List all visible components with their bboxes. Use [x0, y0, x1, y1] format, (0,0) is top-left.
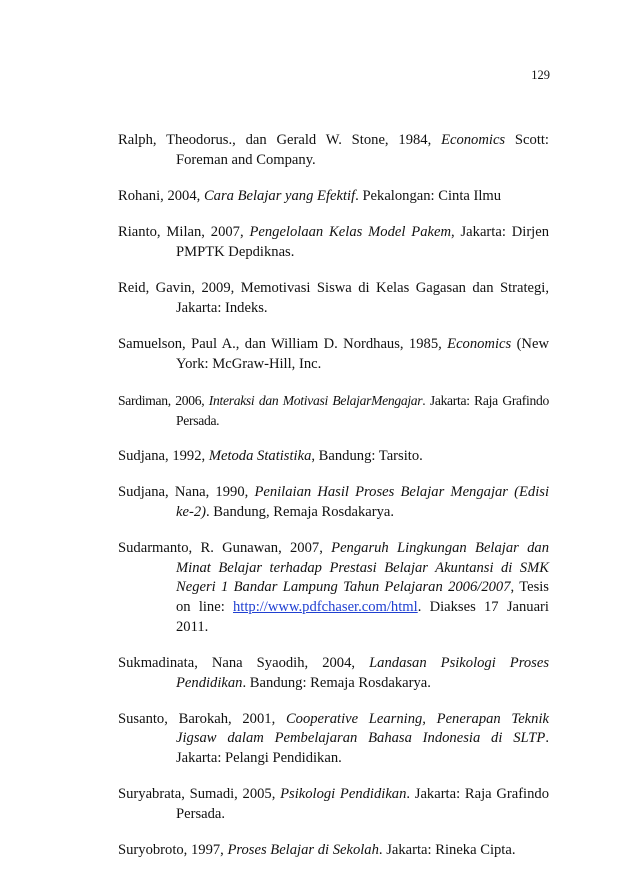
page-number: 129	[531, 68, 550, 82]
reference-entry	[118, 447, 549, 467]
reference-text: Reid, Gavin, 2009, Memotivasi Siswa di Kelas Gagasan dan Strategi, Jakarta: Indeks.	[118, 280, 549, 316]
reference-text: , Bandung: Tarsito.	[311, 447, 423, 464]
reference-title: Metoda Statistika	[208, 447, 312, 464]
reference-entry	[118, 187, 549, 207]
reference-title: Pengaruh Lingkungan Belajar dan Minat Belajar terhadap Prestasi Belajar Akuntansi di SMK Negeri 1 Bandar Lampung Tahun Pelajaran 2006/2007	[176, 539, 549, 596]
reference-text: Suryobroto, 1997,	[118, 842, 228, 859]
reference-title: Pengelolaan Kelas Model Pakem	[249, 224, 451, 241]
reference-text: . Jakarta: Raja Grafindo Persada.	[176, 786, 549, 823]
reference-title: Cooperative Learning, Penerapan Teknik Jigsaw dalam Pembelajaran Bahasa Indonesia di SLTP	[176, 710, 549, 747]
reference-text: , Jakarta: Dirjen PMPTK Depdiknas.	[176, 224, 550, 260]
reference-entry	[118, 131, 549, 170]
reference-entry	[118, 841, 549, 861]
reference-list	[118, 131, 549, 877]
reference-entry	[118, 785, 549, 824]
reference-title: Proses Belajar di Sekolah	[227, 842, 379, 859]
reference-link[interactable]: http://www.pdfchaser.com/html	[233, 598, 418, 615]
reference-title: Interaksi dan Motivasi BelajarMengajar	[208, 392, 423, 408]
reference-entry	[118, 335, 549, 374]
reference-entry	[118, 483, 549, 522]
reference-text: Suryabrata, Sumadi, 2005,	[118, 786, 281, 803]
reference-entry	[118, 539, 549, 638]
reference-title: Economics	[441, 132, 506, 148]
reference-text: (New York: McGraw-Hill, Inc.	[176, 335, 549, 372]
reference-text: . Jakarta: Rineka Cipta.	[378, 842, 516, 859]
reference-text: Sudjana, Nana, 1990,	[118, 483, 255, 500]
reference-entry	[118, 223, 549, 262]
reference-text: . Bandung, Remaja Rosdakarya.	[205, 503, 395, 520]
reference-text: Ralph, Theodorus., dan Gerald W. Stone, 1984,	[118, 132, 442, 148]
reference-text: Rianto, Milan, 2007,	[118, 224, 250, 241]
reference-text: Sudarmanto, R. Gunawan, 2007,	[118, 539, 332, 556]
reference-entry	[118, 391, 549, 430]
reference-title: Landasan Psikologi Proses Pendidikan	[176, 654, 549, 691]
reference-text: , Tesis on line:	[176, 579, 549, 615]
reference-text: Susanto, Barokah, 2001,	[118, 710, 286, 727]
reference-text: Sukmadinata, Nana Syaodih, 2004,	[118, 654, 370, 671]
reference-text: . Diakses 17 Januari 2011.	[176, 598, 549, 635]
reference-text: . Jakarta: Pelangi Pendidikan.	[176, 730, 549, 767]
reference-entry	[118, 279, 549, 318]
reference-title: Penilaian Hasil Proses Belajar Mengajar (Edisi ke-2)	[176, 483, 549, 520]
reference-text: Rohani, 2004,	[118, 187, 204, 204]
reference-entry	[118, 654, 549, 693]
reference-text: Scott: Foreman and Company.	[176, 132, 549, 168]
reference-text: Sardiman, 2006,	[118, 392, 209, 408]
reference-title: Psikologi Pendidikan	[280, 786, 407, 803]
reference-text: Sudjana, 1992,	[118, 447, 209, 464]
reference-text: Samuelson, Paul A., dan William D. Nordhaus, 1985	[118, 335, 439, 352]
reference-text: . Bandung: Remaja Rosdakarya.	[242, 674, 431, 691]
reference-entry	[118, 710, 549, 769]
reference-title: Cara Belajar yang Efektif	[203, 187, 356, 204]
reference-text: . Pekalongan: Cinta Ilmu	[355, 187, 502, 204]
reference-title: , Economics	[438, 335, 512, 352]
reference-text: . Jakarta: Raja Grafindo Persada.	[176, 392, 549, 428]
